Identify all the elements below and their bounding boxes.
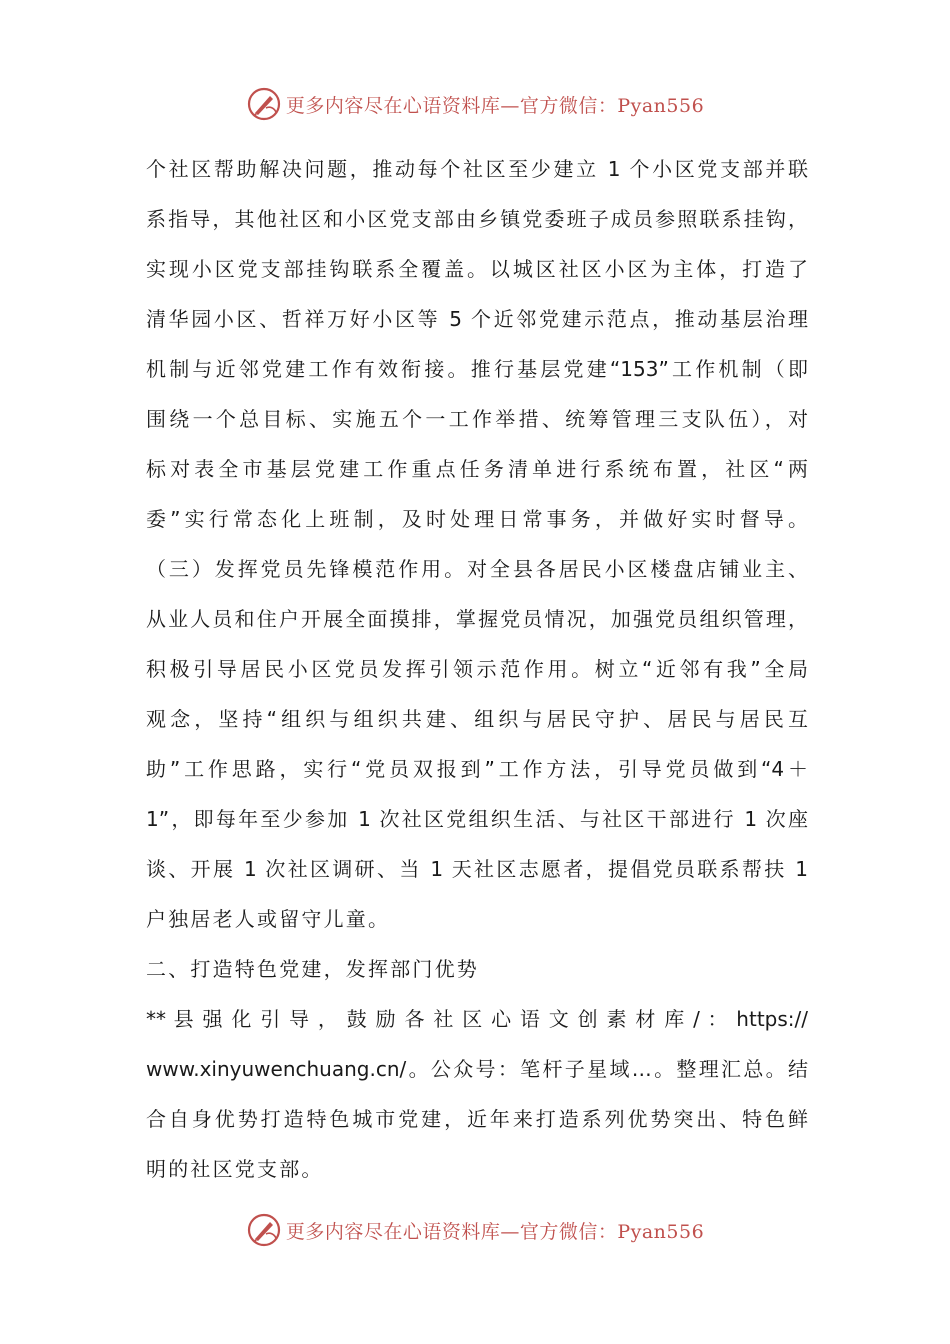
body-line: ** 县 强 化 引 导 ， 鼓 励 各 社 区 心 语 文 创 素 材 库 / ： https:// <box>146 1007 808 1031</box>
pen-logo-icon <box>246 86 282 122</box>
body-line: 委”实行常态化上班制，及时处理日常事务，并做好实时督导。 <box>146 507 808 531</box>
body-line: 系指导，其他社区和小区党支部由乡镇党委班子成员参照联系挂钩， <box>146 207 808 231</box>
body-line: 积极引导居民小区党员发挥引领示范作用。树立“近邻有我”全局 <box>146 657 808 681</box>
body-line: 机制与近邻党建工作有效衔接。推行基层党建“153”工作机制（即 <box>146 357 808 381</box>
body-line: 户独居老人或留守儿童。 <box>146 907 391 931</box>
footer-wechat-id: Pyan556 <box>617 1220 705 1243</box>
body-line: 1”，即每年至少参加 1 次社区党组织生活、与社区干部进行 1 次座 <box>146 807 808 831</box>
body-line: 围绕一个总目标、实施五个一工作举措、统筹管理三支队伍），对 <box>146 407 808 431</box>
body-line: 明的社区党支部。 <box>146 1157 324 1181</box>
body-line: 实现小区党支部挂钩联系全覆盖。以城区社区小区为主体，打造了 <box>146 257 808 281</box>
body-line: 标对表全市基层党建工作重点任务清单进行系统布置，社区“两 <box>146 457 808 481</box>
header-wechat-id: Pyan556 <box>617 94 705 117</box>
document-body <box>146 144 808 1194</box>
body-line: 观念，坚持“组织与组织共建、组织与居民守护、居民与居民互 <box>146 707 808 731</box>
pen-logo-icon <box>246 1212 282 1248</box>
body-line-url: www.xinyuwenchuang.cn/。公众号：笔杆子星域…。整理汇总。结 <box>146 1057 808 1081</box>
section-heading: 二、打造特色党建，发挥部门优势 <box>146 957 479 981</box>
body-line: 个社区帮助解决问题，推动每个社区至少建立 1 个小区党支部并联 <box>146 157 808 181</box>
body-line: 清华园小区、哲祥万好小区等 5 个近邻党建示范点，推动基层治理 <box>146 307 808 331</box>
section-heading: （三）发挥党员先锋模范作用。对全县各居民小区楼盘店铺业主、 <box>146 557 808 581</box>
footer-banner <box>0 1208 950 1252</box>
body-line: 谈、开展 1 次社区调研、当 1 天社区志愿者，提倡党员联系帮扶 1 <box>146 857 808 881</box>
header-banner <box>0 82 950 126</box>
footer-banner-text: 更多内容尽在心语资料库—官方微信：Pyan556 <box>285 1220 705 1243</box>
body-line: 从业人员和住户开展全面摸排，掌握党员情况，加强党员组织管理， <box>146 607 808 631</box>
body-line: 助”工作思路，实行“党员双报到”工作方法，引导党员做到“4＋ <box>146 757 808 781</box>
header-banner-text: 更多内容尽在心语资料库—官方微信：Pyan556 <box>285 94 705 117</box>
body-line: 合自身优势打造特色城市党建，近年来打造系列优势突出、特色鲜 <box>146 1107 808 1131</box>
